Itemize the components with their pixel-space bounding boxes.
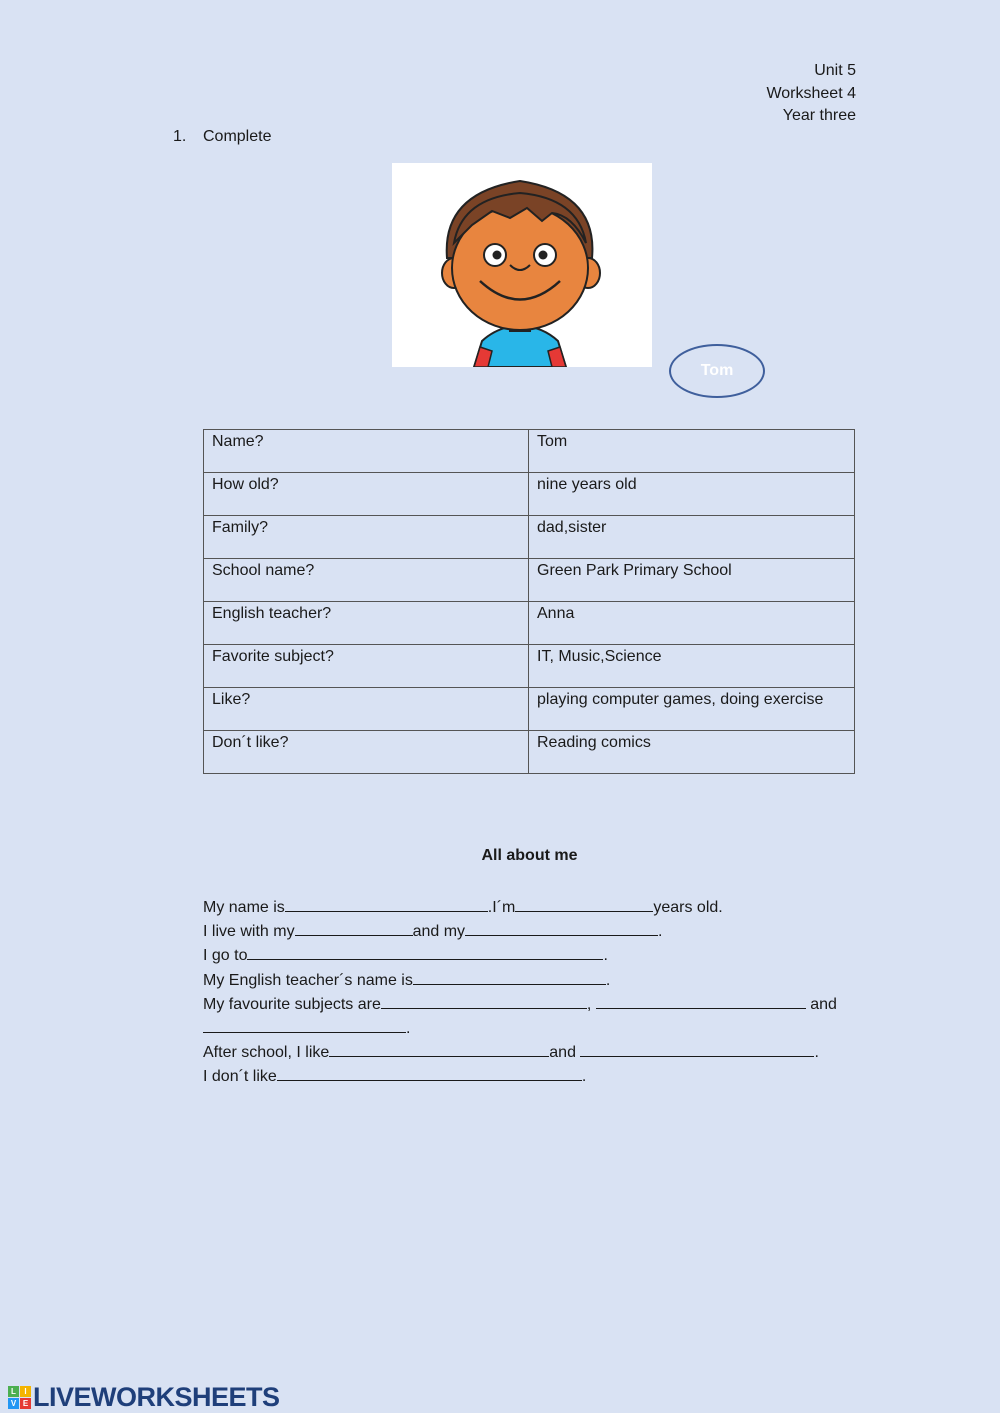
cloze-line (203, 1065, 855, 1089)
cloze-line (203, 993, 855, 1017)
cloze-text: and (810, 995, 837, 1013)
instruction-number: 1. (173, 128, 187, 145)
cloze-text: My English teacher´s name is (203, 971, 413, 989)
section-title: All about me (481, 847, 578, 864)
cloze-text: . (605, 971, 611, 989)
cloze-text: I don´t like (203, 1068, 277, 1086)
question-cell: Don´t like? (204, 731, 529, 774)
cloze-text: I go to (203, 947, 248, 965)
year-label: Year three (782, 107, 856, 124)
blank-family-1[interactable] (295, 921, 413, 936)
question-cell: Family? (204, 516, 529, 559)
cloze-text: years old. (653, 899, 723, 916)
cloze-line (203, 1041, 855, 1065)
cloze-line (203, 896, 855, 920)
cloze-line (203, 969, 855, 993)
table-row (204, 602, 855, 645)
question-cell: Like? (204, 688, 529, 731)
cloze-text: After school, I like (203, 1044, 330, 1062)
live-logo-icon: L I V E (8, 1386, 31, 1409)
question-cell: Favorite subject? (204, 645, 529, 688)
cloze-text: , (586, 995, 592, 1013)
cloze-text: and (549, 1044, 576, 1062)
cloze-line (203, 920, 855, 944)
worksheet-label: Worksheet 4 (766, 84, 856, 102)
liveworksheets-logo[interactable] (8, 1382, 280, 1413)
cloze-text: .I´m (487, 899, 516, 916)
answer-cell: Reading comics (529, 731, 855, 774)
blank-teacher[interactable] (413, 970, 606, 985)
worksheet-header (766, 60, 856, 128)
cloze-paragraph (203, 896, 855, 1090)
cloze-text: and my (412, 923, 466, 941)
table-row (204, 688, 855, 731)
blank-dislike[interactable] (277, 1066, 582, 1081)
blank-age[interactable] (515, 897, 653, 912)
cloze-text: . (406, 1020, 411, 1038)
blank-like-1[interactable] (329, 1042, 549, 1057)
blank-subject-3[interactable] (203, 1018, 406, 1033)
table-row (204, 473, 855, 516)
logo-text: LIVEWORKSHEETS (33, 1382, 280, 1412)
table-row (204, 559, 855, 602)
table-row (204, 645, 855, 688)
cloze-text: . (603, 947, 608, 965)
blank-family-2[interactable] (465, 921, 658, 936)
answer-cell: Green Park Primary School (529, 559, 855, 602)
cloze-text: I live with my (203, 923, 295, 941)
question-cell: English teacher? (204, 602, 529, 645)
answer-cell: IT, Music,Science (529, 645, 855, 688)
cloze-text: My favourite subjects are (203, 995, 381, 1013)
cloze-line (203, 944, 855, 968)
cloze-text: . (581, 1068, 587, 1086)
cloze-text: My name is (203, 899, 285, 916)
blank-name[interactable] (285, 897, 488, 912)
instruction (173, 128, 271, 146)
answer-cell: Anna (529, 602, 855, 645)
cloze-text: . (658, 923, 663, 941)
boy-cartoon-icon (392, 163, 652, 367)
info-table (203, 429, 855, 774)
cloze-line (203, 1017, 855, 1041)
instruction-text: Complete (203, 128, 272, 145)
table-row (204, 430, 855, 473)
blank-like-2[interactable] (580, 1042, 814, 1057)
answer-cell: nine years old (529, 473, 855, 516)
blank-school[interactable] (247, 945, 603, 960)
question-cell: School name? (204, 559, 529, 602)
table-row (204, 516, 855, 559)
blank-subject-1[interactable] (381, 994, 587, 1009)
cloze-text: . (814, 1044, 819, 1062)
question-cell: How old? (204, 473, 529, 516)
answer-cell: Tom (529, 430, 855, 473)
name-label-oval: Tom (669, 344, 765, 398)
table-row (204, 731, 855, 774)
blank-subject-2[interactable] (596, 994, 806, 1009)
question-cell: Name? (204, 430, 529, 473)
answer-cell: dad,sister (529, 516, 855, 559)
answer-cell: playing computer games, doing exercise (529, 688, 855, 731)
unit-label: Unit 5 (814, 62, 856, 79)
